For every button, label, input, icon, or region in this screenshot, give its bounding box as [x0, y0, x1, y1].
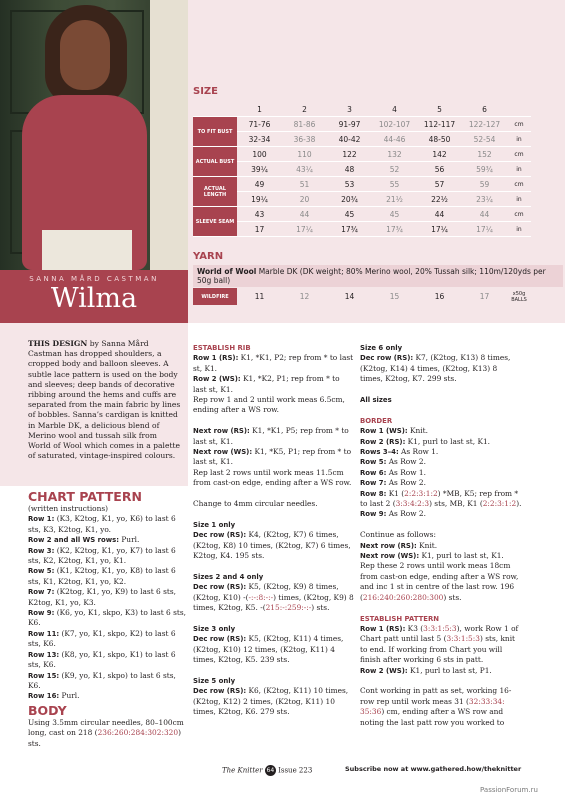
size-cell: 17¾	[372, 222, 417, 237]
size-row	[193, 147, 531, 162]
size-cell: 45	[372, 207, 417, 222]
size-cell: 51	[282, 177, 327, 192]
unit-label: in	[507, 222, 531, 237]
size-cell: 55	[372, 177, 417, 192]
next-row-knit: Next row (RS): Knit.	[360, 540, 438, 550]
chart-row: Row 5: (K1, K2tog, K1, yo, K8) to last 6 sts, K1, K2tog, K1, yo, K2.	[28, 566, 176, 586]
size-cell: 48-50	[417, 132, 462, 147]
unit-label: cm	[507, 147, 531, 162]
page-number: 64	[266, 767, 275, 774]
rib-row-1: Row 1 (RS): K1, *K1, P2; rep from * to last st, K1.	[193, 353, 354, 373]
chart-row: Row 13: (K8, yo, K1, skpo, K1) to last 6 sts, K6.	[28, 649, 176, 670]
size-header-blank	[193, 102, 237, 117]
continue-note: Continue as follows:	[360, 530, 436, 540]
size-cell: 102-107	[372, 117, 417, 132]
size-cell: 43	[237, 207, 282, 222]
size-cell: 49	[237, 177, 282, 192]
size-cell: 20	[282, 192, 327, 207]
size-cell: 17¼	[462, 222, 507, 237]
size-row	[193, 192, 531, 207]
size-cell: 44	[282, 207, 327, 222]
size-number: 2	[282, 102, 327, 117]
yarn-balls-table	[193, 288, 531, 305]
yarn-brand: World of Wool	[197, 267, 257, 276]
size-cell: 112-117	[417, 117, 462, 132]
column-1	[28, 489, 188, 749]
border-row-2: Row 2 (RS): K1, purl to last st, K1.	[360, 436, 491, 446]
size-3-dec: Dec row (RS): K5, (K2tog, K11) 4 times, (K2tog, K10) 12 times, (K2tog, K11) 4 times, K2tog, K5. 239 sts.	[193, 634, 344, 665]
next-row-ws: Next row (WS): K1, *K5, P1; rep from * to last st, K1.	[193, 447, 352, 467]
ball-count: 17	[479, 292, 490, 301]
size-cell: 44-46	[372, 132, 417, 147]
wall	[150, 0, 188, 270]
border-rows-3-4: Rows 3–4: As Row 1.	[360, 447, 439, 457]
chart-pattern-heading: CHART PATTERN	[28, 489, 142, 504]
border-row-5: Row 5: As Row 2.	[360, 457, 426, 467]
size-cell: 40-42	[327, 132, 372, 147]
size-cell: 81-86	[282, 117, 327, 132]
continue-pattern: Cont working in patt as set, working 16-row rep until work meas 31 (32:33:34: 35:36) cm, ending after a WS row and noting the last patt row you worked to	[360, 686, 512, 727]
written-note: (written instructions)	[28, 504, 109, 513]
unit-label: cm	[507, 117, 531, 132]
size-cell: 22½	[417, 192, 462, 207]
unit-label: in	[507, 132, 531, 147]
size-row	[193, 162, 531, 177]
chart-row: Row 7: (K2tog, K1, yo, K9) to last 6 sts, K2tog, K1, yo, K3.	[28, 587, 176, 607]
size-5-heading: Size 5 only	[193, 676, 236, 685]
rib-repeat-2: Rep last 2 rows until work meas 11.5cm from cast-on edge, ending after a WS row.	[193, 467, 352, 488]
ball-count: 11	[254, 292, 265, 301]
watermark: PassionForum.ru	[480, 786, 538, 794]
unit-label: in	[507, 192, 531, 207]
rib-row-2: Row 2 (WS): K1, *K2, P1; rep from * to last st, K1.	[193, 374, 340, 394]
chart-rows	[28, 514, 188, 701]
column-2	[193, 343, 355, 718]
size-cell: 17¼	[282, 222, 327, 237]
size-cell: 23¼	[462, 192, 507, 207]
border-heading: BORDER	[360, 416, 393, 425]
border-repeat: Rep these 2 rows until work meas 18cm from cast-on edge, ending after a WS row, and inc 1 st in centre of the last row. 196 (216:240:260:280:300) sts.	[360, 561, 519, 602]
size-cell: 17¼	[417, 222, 462, 237]
size-number: 6	[462, 102, 507, 117]
size-cell: 122	[327, 147, 372, 162]
size-cell: 52-54	[462, 132, 507, 147]
rib-repeat: Rep row 1 and 2 until work meas 6.5cm, ending after a WS row.	[193, 395, 345, 415]
size-1-heading: Size 1 only	[193, 520, 236, 529]
size-cell: 32-34	[237, 132, 282, 147]
size-cell: 100	[237, 147, 282, 162]
model-face	[60, 20, 110, 90]
yarn-desc: Marble DK (DK weight; 80% Merino wool, 20% Tussah silk; 110m/120yds per 50g ball)	[197, 267, 546, 285]
model-photo	[0, 0, 188, 270]
issue-number: Issue 223	[278, 766, 313, 775]
magazine-name: The Knitter	[222, 766, 263, 775]
colour-label: WILDFIRE	[193, 288, 237, 305]
establish-pattern-heading: ESTABLISH PATTERN	[360, 614, 440, 623]
size-cell: 44	[417, 207, 462, 222]
size-cell: 57	[417, 177, 462, 192]
size-row	[193, 207, 531, 222]
ball-count: 14	[344, 292, 355, 301]
size-cell: 20¾	[327, 192, 372, 207]
ball-count: 12	[299, 292, 310, 301]
size-row	[193, 177, 531, 192]
border-row-7: Row 7: As Row 2.	[360, 478, 426, 488]
pattern-row-1: Row 1 (RS): K3 (3:3:1:5:3), work Row 1 of Chart patt until last 5 (3:3:1:5:3) sts, knit to end. If working from Chart you will finish after working 6 sts in patt.	[360, 623, 519, 665]
unit-label: in	[507, 162, 531, 177]
size-row	[193, 117, 531, 132]
size-cell: 132	[372, 147, 417, 162]
size-number: 1	[237, 102, 282, 117]
unit-label: cm	[507, 207, 531, 222]
unit-label: cm	[507, 177, 531, 192]
skirt	[42, 230, 132, 270]
size-cell: 44	[462, 207, 507, 222]
chart-row: Row 3: (K2, K2tog, K1, yo, K7) to last 6 sts, K2, K2tog, K1, yo, K1.	[28, 545, 176, 566]
size-cell: 39¼	[237, 162, 282, 177]
size-cell: 59	[462, 177, 507, 192]
size-cell: 110	[282, 147, 327, 162]
subscribe-label: Subscribe now at	[345, 765, 411, 773]
size-cell: 21½	[372, 192, 417, 207]
size-row-label: TO FIT BUST	[193, 117, 237, 147]
size-cell: 71-76	[237, 117, 282, 132]
chart-row: Row 2 and all WS rows: Purl.	[28, 535, 140, 545]
all-sizes-heading: All sizes	[360, 396, 392, 405]
size-cell: 17¾	[327, 222, 372, 237]
pattern-row-2: Row 2 (WS): K1, purl to last st, P1.	[360, 665, 492, 675]
size-cell: 17	[237, 222, 282, 237]
size-cell: 142	[417, 147, 462, 162]
size-heading: SIZE	[193, 86, 219, 97]
size-cell: 56	[417, 162, 462, 177]
size-cell: 48	[327, 162, 372, 177]
chart-row: Row 11: (K7, yo, K1, skpo, K2) to last 6 sts, K6.	[28, 628, 176, 649]
establish-rib-heading: ESTABLISH RIB	[193, 344, 251, 352]
size-cell: 53	[327, 177, 372, 192]
size-number: 3	[327, 102, 372, 117]
intro-lead: THIS DESIGN	[28, 339, 88, 348]
body-heading: BODY	[28, 702, 67, 718]
body-text: Using 3.5mm circular needles, 80–100cm long, cast on 218 (236:260:284:302:320) sts.	[28, 717, 184, 748]
designer-name: SANNA MÅRD CASTMAN	[29, 275, 159, 283]
unit-blank	[507, 102, 531, 117]
size-cell: 59¾	[462, 162, 507, 177]
ball-count: 15	[389, 292, 400, 301]
size-row-label: ACTUAL BUST	[193, 147, 237, 177]
size-row	[193, 222, 531, 237]
intro-text	[28, 339, 182, 461]
sizes-2-4-dec: Dec row (RS): K5, (K2tog, K9) 8 times, (K2tog, K10) -(-:-:8:-:-) times, (K2tog, K9) 8 times, K2tog, K5. -(215:-:259:-:-) sts.	[193, 582, 354, 613]
size-row	[193, 132, 531, 147]
size-cell: 152	[462, 147, 507, 162]
ball-unit: x50g BALLS	[511, 290, 527, 303]
pattern-title: Wilma	[50, 283, 138, 314]
next-row-rs: Next row (RS): K1, *K1, P5; rep from * to last st, K1.	[193, 426, 349, 446]
size-row-label: ACTUAL LENGTH	[193, 177, 237, 207]
change-needles: Change to 4mm circular needles.	[193, 499, 318, 509]
size-cell: 45	[327, 207, 372, 222]
sizes-2-4-heading: Sizes 2 and 4 only	[193, 572, 264, 581]
size-6-heading: Size 6 only	[360, 344, 403, 352]
intro-box	[0, 323, 188, 486]
size-cell: 52	[372, 162, 417, 177]
size-cell: 43¼	[282, 162, 327, 177]
size-number: 4	[372, 102, 417, 117]
subscribe-url[interactable]: www.gathered.how/theknitter	[410, 765, 522, 773]
chart-row: Row 9: (K6, yo, K1, skpo, K3) to last 6 sts, K6.	[28, 608, 186, 628]
size-number: 5	[417, 102, 462, 117]
next-row-purl: Next row (WS): K1, purl to last st, K1.	[360, 551, 504, 561]
chart-row: Row 1: (K3, K2tog, K1, yo, K6) to last 6 sts, K3, K2tog, K1, yo.	[28, 514, 176, 534]
border-row-6: Row 6: As Row 1.	[360, 467, 426, 477]
size-cell: 91-97	[327, 117, 372, 132]
footer-subscribe	[345, 765, 521, 773]
size-cell: 122-127	[462, 117, 507, 132]
border-row-8: Row 8: K1 (2:2:3:1:2) *MB, K5; rep from * to last 2 (3:3:4:2:3) sts, MB, K1 (2:2:3:1:2).	[360, 488, 522, 509]
yarn-description	[193, 265, 563, 287]
border-row-1: Row 1 (WS): Knit.	[360, 426, 428, 436]
size-table	[193, 102, 531, 237]
size-6-dec: Dec row (RS): K7, (K2tog, K13) 8 times, (K2tog, K14) 4 times, (K2tog, K13) 8 times, K2tog, K7. 299 sts.	[360, 353, 511, 384]
ball-count: 16	[434, 292, 445, 301]
column-3	[360, 343, 522, 728]
size-cell: 19¼	[237, 192, 282, 207]
border-row-9: Row 9: As Row 2.	[360, 509, 426, 519]
intro-body: by Sanna Mård Castman has dropped shoulders, a cropped body and balloon sleeves. A subtle lace pattern is used on the body and sleeves; deep bands of decorative ribbing around the hems and cuffs are separated from the main fabric by lines of bobbles. Sanna’s cardigan is knitted in Marble DK, a delicious blend of Merino wool and tussah silk from World of Wool which comes in a palette of saturated, vintage-inspired colours.	[28, 339, 181, 461]
size-cell: 36-38	[282, 132, 327, 147]
title-banner	[0, 270, 188, 323]
yarn-heading: YARN	[193, 251, 224, 262]
footer-magazine	[222, 765, 312, 776]
size-3-heading: Size 3 only	[193, 624, 236, 633]
chart-row: Row 16: Purl.	[28, 691, 80, 701]
size-row-label: SLEEVE SEAM	[193, 207, 237, 237]
size-1-dec: Dec row (RS): K4, (K2tog, K7) 6 times, (K2tog, K8) 10 times, (K2tog, K7) 6 times, K2tog, K4. 195 sts.	[193, 530, 351, 561]
chart-row: Row 15: (K9, yo, K1, skpo) to last 6 sts, K6.	[28, 670, 176, 690]
size-5-dec: Dec row (RS): K6, (K2tog, K11) 10 times, (K2tog, K12) 2 times, (K2tog, K11) 10 times, K2tog, K6. 279 sts.	[193, 686, 349, 717]
